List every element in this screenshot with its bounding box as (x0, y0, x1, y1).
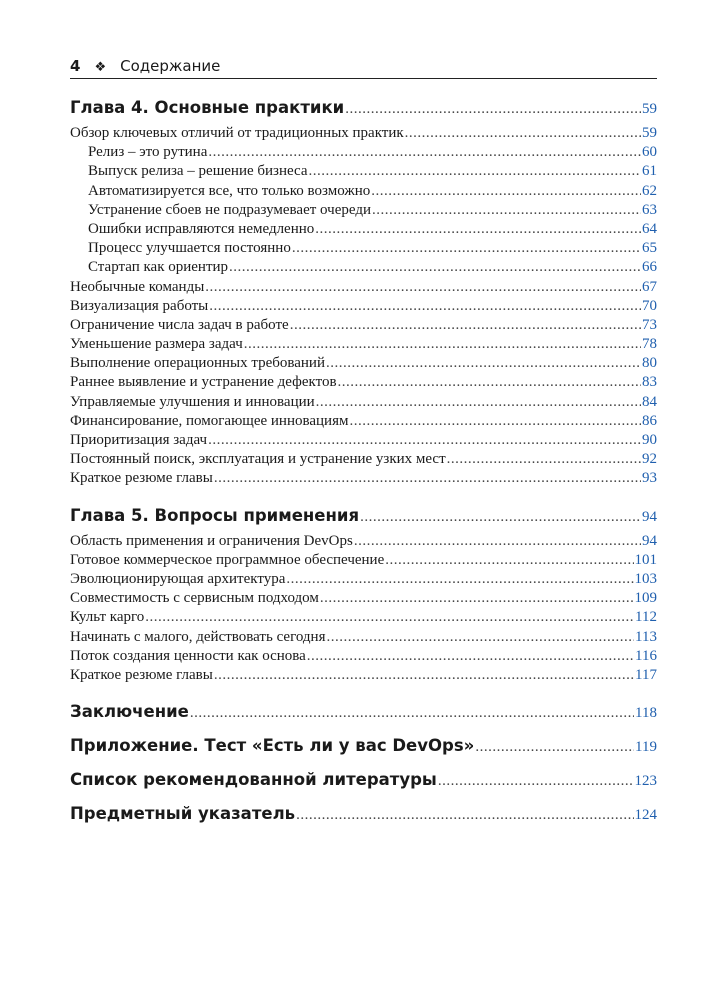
toc-section[interactable] (70, 551, 657, 570)
chapter-4-entries (70, 124, 657, 489)
leader-dots (385, 551, 633, 570)
toc-back-matter-item[interactable] (70, 768, 657, 792)
leader-dots (475, 735, 634, 759)
leader-dots (345, 97, 641, 121)
leader-dots (208, 143, 641, 162)
toc-section[interactable] (70, 335, 657, 354)
entry-title: Начинать с малого, действовать сегодня (70, 628, 326, 645)
leader-dots (145, 608, 634, 627)
leader-dots (315, 220, 641, 239)
toc-chapter-4[interactable] (70, 96, 657, 120)
page-number-link[interactable]: 86 (642, 412, 657, 429)
page-number-link[interactable]: 80 (642, 355, 657, 372)
leader-dots (438, 769, 634, 793)
leader-dots (371, 182, 641, 201)
page-number-link[interactable]: 90 (642, 432, 657, 448)
running-header (70, 57, 657, 79)
chapter-page-link[interactable]: 94 (642, 508, 657, 525)
leader-dots (354, 532, 641, 551)
toc-subsection[interactable] (70, 162, 657, 181)
toc-section[interactable] (70, 647, 657, 666)
toc-section[interactable] (70, 297, 657, 316)
entry-title: Визуализация работы (70, 297, 209, 314)
entry-title: Совместимость с сервисным подходом (70, 590, 319, 607)
page-number-link[interactable]: 118 (635, 705, 657, 722)
page-number-link[interactable]: 101 (634, 551, 657, 568)
entry-title: Релиз – это рутина (88, 144, 208, 161)
entry-title: Готовое коммерческое программное обеспечение (70, 551, 385, 568)
page-number-link[interactable]: 66 (642, 259, 657, 276)
leader-dots (292, 239, 641, 258)
leader-dots (214, 666, 634, 685)
leader-dots (190, 701, 634, 725)
page-number-link[interactable]: 84 (642, 393, 657, 410)
page-number-link[interactable]: 65 (642, 240, 657, 257)
toc-back-matter-item[interactable] (70, 802, 657, 826)
toc-back-matter-item[interactable] (70, 700, 657, 724)
page-number: 4 (70, 57, 81, 75)
page-number-link[interactable]: 116 (635, 647, 657, 664)
toc-section[interactable] (70, 354, 657, 373)
page-number-link[interactable]: 93 (642, 470, 657, 487)
entry-title: Приложение. Тест «Есть ли у вас DevOps» (70, 736, 475, 756)
toc-section[interactable] (70, 450, 657, 469)
entry-title: Автоматизируется все, что только возможно (88, 182, 371, 199)
toc-subsection[interactable] (70, 258, 657, 277)
header-rule (70, 78, 657, 79)
leader-dots (326, 354, 641, 373)
toc-section[interactable] (70, 589, 657, 608)
leader-dots (290, 316, 641, 335)
leader-dots (229, 258, 641, 277)
toc-subsection[interactable] (70, 201, 657, 220)
chapter-title: Глава 4. Основные практики (70, 98, 345, 117)
page-number-link[interactable]: 60 (642, 144, 657, 161)
page-number-link[interactable]: 67 (642, 278, 657, 295)
leader-dots (338, 373, 641, 392)
chapter-5-entries (70, 532, 657, 686)
ornament-icon: ❖ (94, 60, 107, 75)
chapter-title: Глава 5. Вопросы применения (70, 505, 360, 525)
leader-dots (320, 589, 634, 608)
entry-title: Ошибки исправляются немедленно (88, 220, 315, 237)
toc-section[interactable] (70, 393, 657, 412)
toc-chapter-5[interactable] (70, 504, 657, 528)
toc-section[interactable] (70, 124, 657, 143)
leader-dots (349, 412, 641, 431)
entry-title: Список рекомендованной литературы (70, 770, 437, 790)
page-number-link[interactable]: 62 (642, 182, 657, 199)
page-number-link[interactable]: 83 (642, 374, 657, 391)
page-number-link[interactable]: 92 (642, 451, 657, 468)
leader-dots (405, 124, 641, 143)
leader-dots (307, 647, 634, 666)
page-number-link[interactable]: 113 (635, 628, 657, 645)
leader-dots (309, 162, 641, 181)
page-number-link[interactable]: 117 (635, 666, 657, 683)
entry-title: Уменьшение размера задач (70, 336, 243, 353)
entry-title: Ограничение числа задач в работе (70, 316, 289, 333)
entry-title: Предметный указатель (70, 804, 296, 824)
entry-title: Стартап как ориентир (88, 259, 229, 276)
entry-title: Управляемые улучшения и инновации (70, 393, 315, 410)
toc-subsection[interactable] (70, 239, 657, 258)
entry-title: Краткое резюме главы (70, 666, 213, 683)
toc-section[interactable] (70, 608, 657, 627)
entry-title: Устранение сбоев не подразумевает очереди (88, 201, 371, 218)
page-number-link[interactable]: 78 (642, 336, 657, 353)
entry-title: Финансирование, помогающее инновациям (70, 412, 349, 429)
entry-title: Выполнение операционных требований (70, 355, 325, 372)
entry-title: Приоритизация задач (70, 432, 208, 448)
leader-dots (209, 297, 641, 316)
leader-dots (316, 393, 641, 412)
entry-title: Краткое резюме главы (70, 470, 213, 487)
entry-title: Область применения и ограничения DevOps (70, 532, 353, 549)
page-number-link[interactable]: 63 (642, 201, 657, 218)
entry-title: Обзор ключевых отличий от традиционных практик (70, 125, 404, 141)
entry-title: Заключение (70, 702, 189, 722)
leader-dots (296, 803, 633, 827)
toc-section[interactable] (70, 412, 657, 431)
page-number-link[interactable]: 64 (642, 220, 657, 237)
toc-back-matter-item[interactable] (70, 734, 657, 758)
page-number-link[interactable]: 103 (634, 570, 657, 587)
toc-subsection[interactable] (70, 143, 657, 162)
entry-title: Процесс улучшается постоянно (88, 240, 291, 257)
toc-section[interactable] (70, 666, 657, 685)
page-number-link[interactable]: 112 (635, 609, 657, 626)
entry-title: Поток создания ценности как основа (70, 647, 306, 664)
leader-dots (360, 505, 641, 529)
toc-section[interactable] (70, 469, 657, 488)
entry-title: Раннее выявление и устранение дефектов (70, 374, 337, 391)
back-matter-entries (70, 700, 657, 826)
leader-dots (372, 201, 641, 220)
toc-section[interactable] (70, 278, 657, 297)
leader-dots (286, 570, 633, 589)
leader-dots (447, 450, 641, 469)
toc-section[interactable] (70, 628, 657, 647)
toc-subsection[interactable] (70, 182, 657, 201)
entry-title: Эволюционирующая архитектура (70, 570, 286, 587)
table-of-contents (70, 96, 657, 826)
leader-dots (205, 278, 641, 297)
page-number-link[interactable]: 61 (642, 163, 657, 180)
page-number-link[interactable]: 94 (642, 532, 657, 549)
page-number-link[interactable]: 70 (642, 297, 657, 314)
entry-title: Постоянный поиск, эксплуатация и устранение узких мест (70, 451, 446, 468)
chapter-page-link[interactable]: 59 (642, 101, 657, 117)
entry-title: Выпуск релиза – решение бизнеса (88, 163, 308, 180)
entry-title: Необычные команды (70, 278, 205, 295)
leader-dots (244, 335, 641, 354)
leader-dots (214, 469, 641, 488)
page-number-link[interactable]: 123 (634, 773, 657, 790)
toc-section[interactable] (70, 532, 657, 551)
leader-dots (208, 431, 641, 450)
toc-section[interactable] (70, 316, 657, 335)
toc-subsection[interactable] (70, 220, 657, 239)
toc-section[interactable] (70, 431, 657, 450)
entry-title: Культ карго (70, 609, 145, 626)
page-number-link[interactable]: 59 (642, 125, 657, 141)
page-number-link[interactable]: 119 (635, 739, 657, 756)
page-number-link[interactable]: 73 (642, 316, 657, 333)
leader-dots (326, 628, 634, 647)
toc-section[interactable] (70, 373, 657, 392)
running-header-title: Содержание (120, 57, 221, 75)
toc-section[interactable] (70, 570, 657, 589)
page-number-link[interactable]: 124 (634, 807, 657, 824)
page-number-link[interactable]: 109 (634, 590, 657, 607)
